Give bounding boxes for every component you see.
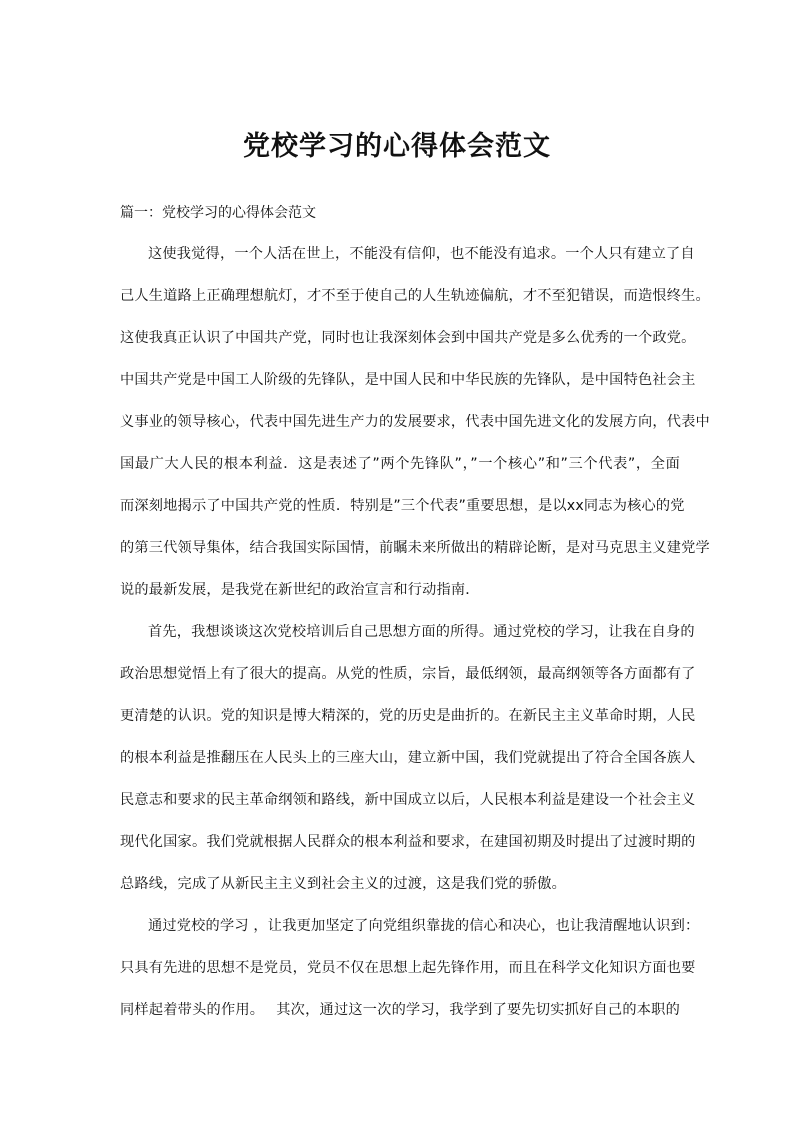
paragraph-line: 只具有先进的思想不是党员，党员不仅在思想上起先锋作用，而且在科学文化知识方面也要 bbox=[120, 960, 696, 976]
paragraph-line: 国最广大人民的根本利益．这是表述了”两个先锋队”，”一个核心”和”三个代表”，全面 bbox=[120, 456, 680, 472]
paragraph-line: 首先，我想谈谈这次党校培训后自己思想方面的所得。通过党校的学习，让我在自身的 bbox=[148, 624, 695, 640]
paragraph-line: 现代化国家。我们党就根据人民群众的根本利益和要求，在建国初期及时提出了过渡时期的 bbox=[120, 834, 696, 850]
paragraph-line: 中国共产党是中国工人阶级的先锋队，是中国人民和中华民族的先锋队，是中国特色社会主 bbox=[120, 372, 696, 388]
paragraph-line: 说的最新发展，是我党在新世纪的政治宣言和行动指南． bbox=[120, 582, 480, 598]
paragraph-line: 更清楚的认识。党的知识是博大精深的，党的历史是曲折的。在新民主主义革命时期，人民 bbox=[120, 708, 696, 724]
paragraph-line: 这使我真正认识了中国共产党，同时也让我深刻体会到中国共产党是多么优秀的一个政党。 bbox=[120, 330, 696, 346]
paragraph-line: 的根本利益是推翻压在人民头上的三座大山，建立新中国，我们党就提出了符合全国各族人 bbox=[120, 750, 696, 766]
paragraph-line: 政治思想觉悟上有了很大的提高。从党的性质，宗旨，最低纲领，最高纲领等各方面都有了 bbox=[120, 666, 696, 682]
paragraph-line: 义事业的领导核心，代表中国先进生产力的发展要求，代表中国先进文化的发展方向，代表中 bbox=[120, 414, 710, 430]
paragraph-line: 的第三代领导集体，结合我国实际国情，前瞩未来所做出的精辟论断，是对马克思主义建党学 bbox=[120, 540, 710, 556]
document-title: 党校学习的心得体会范文 bbox=[243, 131, 551, 162]
paragraph-line: 己人生道路上正确理想航灯，才不至于使自己的人生轨迹偏航，才不至犯错误，而造恨终生。 bbox=[120, 288, 710, 304]
paragraph-line: 而深刻地揭示了中国共产党的性质．特别是”三个代表”重要思想，是以xx同志为核心的党 bbox=[120, 498, 685, 514]
paragraph-line: 同样起着带头的作用。 其次，通过这一次的学习，我学到了要先切实抓好自己的本职的 bbox=[120, 1002, 680, 1018]
section-heading: 篇一：党校学习的心得体会范文 bbox=[120, 205, 316, 221]
paragraph-line: 民意志和要求的民主革命纲领和路线，新中国成立以后，人民根本利益是建设一个社会主义 bbox=[120, 792, 696, 808]
paragraph-line: 通过党校的学习 ，让我更加坚定了向党组织靠拢的信心和决心，也让我清醒地认识到： bbox=[148, 918, 700, 934]
paragraph-line: 这使我觉得，一个人活在世上，不能没有信仰，也不能没有追求。一个人只有建立了自 bbox=[148, 246, 695, 262]
paragraph-line: 总路线，完成了从新民主主义到社会主义的过渡，这是我们党的骄傲。 bbox=[120, 876, 567, 892]
